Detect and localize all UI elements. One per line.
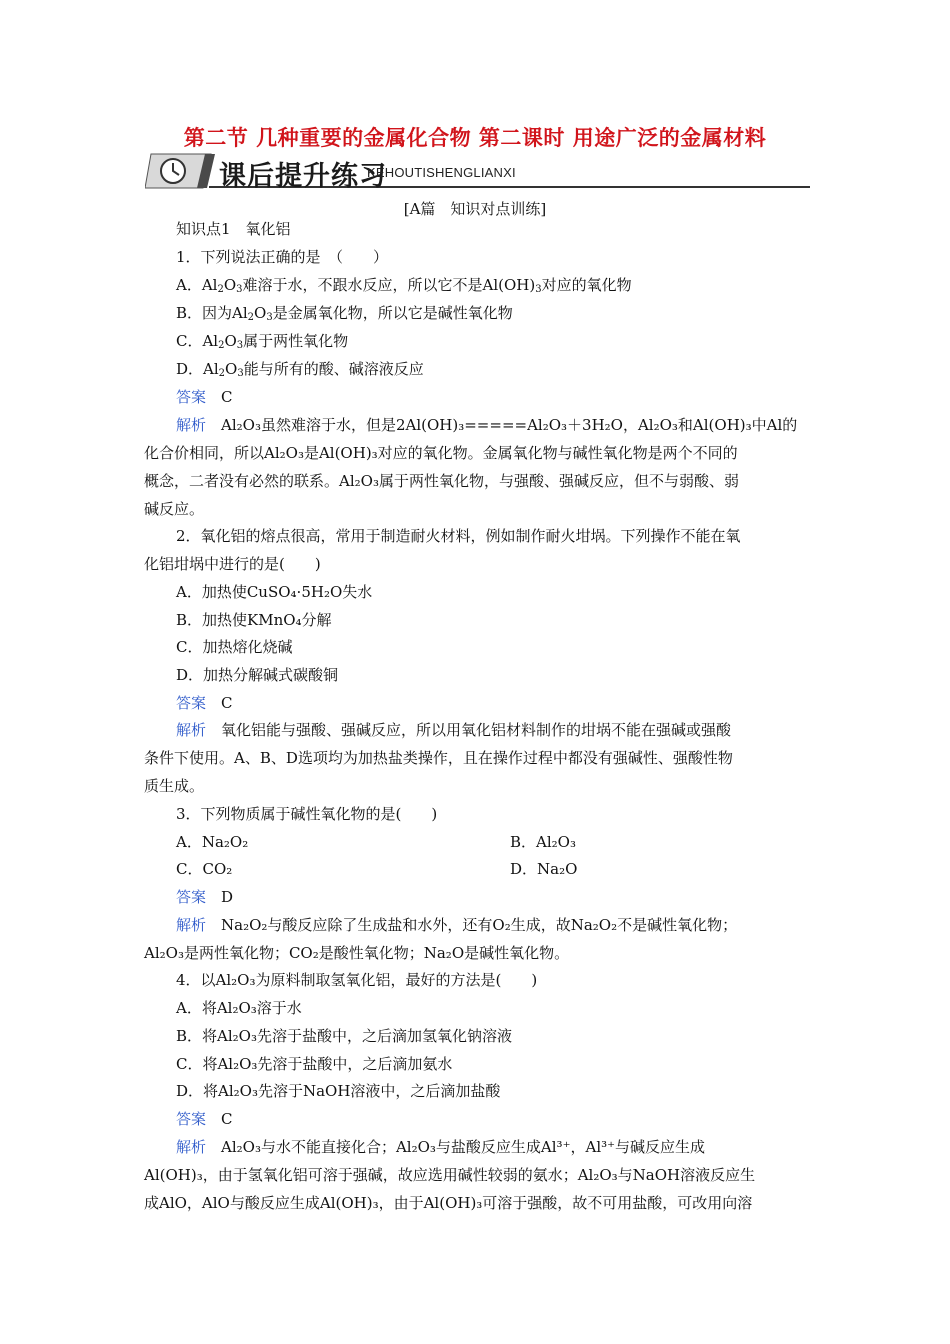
section-heading: [A篇 知识对点训练] xyxy=(403,200,547,218)
q4-option-c: C．将Al₂O₃先溶于盐酸中，之后滴加氨水 xyxy=(176,1055,453,1073)
banner-title: 课后提升练习 xyxy=(219,161,387,192)
q2-option-a: A．加热使CuSO₄·5H₂O失水 xyxy=(176,583,373,601)
q2-option-d: D．加热分解碱式碳酸铜 xyxy=(176,666,339,684)
q3-option-a: A．Na₂O₂ xyxy=(176,833,249,851)
q2-option-c: C．加热熔化烧碱 xyxy=(176,638,293,656)
q3-analysis-line-2: Al₂O₃是两性氧化物；CO₂是酸性氧化物；Na₂O是碱性氧化物。 xyxy=(144,944,570,962)
q2-stem-line-2: 化铝坩埚中进行的是( ) xyxy=(144,555,321,573)
q3-option-d: D．Na₂O xyxy=(510,860,578,878)
q4-option-b: B．将Al₂O₃先溶于盐酸中，之后滴加氢氧化钠溶液 xyxy=(176,1027,512,1045)
q2-stem-line-1: 2．氧化铝的熔点很高，常用于制造耐火材料，例如制作耐火坩埚。下列操作不能在氧 xyxy=(176,527,741,545)
q3-answer: 答案 D xyxy=(176,888,234,906)
q1-analysis-line-1: 解析 Al₂O₃虽然难溶于水，但是2Al(OH)₃=====Al₂O₃＋3H₂O，Al₂O₃和Al(OH)₃中Al的 xyxy=(176,416,798,434)
q4-option-a: A．将Al₂O₃溶于水 xyxy=(176,999,302,1017)
q1-analysis-line-4: 碱反应。 xyxy=(144,500,205,518)
q1-analysis-line-2: 化合价相同，所以Al₂O₃是Al(OH)₃对应的氧化物。金属氧化物与碱性氧化物是两个不同的 xyxy=(144,444,738,462)
banner-pinyin: KEHOUTISHENGLIANXI xyxy=(367,165,516,180)
q2-analysis-line-2: 条件下使用。A、B、D选项均为加热盐类操作，且在操作过程中都没有强碱性、强酸性物 xyxy=(144,749,733,767)
q1-option-a: A．$Al_2O_3$难溶于水，不跟水反应，所以它不是$Al(OH)_3$对应的氧化物 xyxy=(176,276,632,295)
page-title: 第二节 几种重要的金属化合物 第二课时 用途广泛的金属材料 xyxy=(183,126,767,150)
q1-option-c: C．$Al_2O_3$属于两性氧化物 xyxy=(176,332,349,351)
knowledge-point-heading: 知识点1 氧化铝 xyxy=(176,220,291,238)
q1-analysis-line-3: 概念，二者没有必然的联系。Al₂O₃属于两性氧化物，与强酸、强碱反应，但不与弱酸、弱 xyxy=(144,472,739,490)
q2-analysis-line-3: 质生成。 xyxy=(144,777,205,795)
q3-stem: 3．下列物质属于碱性氧化物的是( ) xyxy=(176,805,438,823)
section-banner xyxy=(145,152,810,190)
q3-option-b: B．Al₂O₃ xyxy=(510,833,576,851)
q1-answer: 答案 C xyxy=(176,388,233,406)
q4-option-d: D．将Al₂O₃先溶于NaOH溶液中，之后滴加盐酸 xyxy=(176,1082,501,1100)
q3-option-c: C．CO₂ xyxy=(176,860,233,878)
q4-answer: 答案 C xyxy=(176,1110,233,1128)
q2-option-b: B．加热使KMnO₄分解 xyxy=(176,611,332,629)
q3-analysis-line-1: 解析 Na₂O₂与酸反应除了生成盐和水外，还有O₂生成，故Na₂O₂不是碱性氧化物； xyxy=(176,916,738,934)
q1-stem: 1．下列说法正确的是 （ ） xyxy=(176,248,389,266)
q1-option-b: B．因为$Al_2O_3$是金属氧化物，所以它是碱性氧化物 xyxy=(176,304,513,323)
q1-option-d: D．$Al_2O_3$能与所有的酸、碱溶液反应 xyxy=(176,360,424,379)
q4-analysis-line-1: 解析 Al₂O₃与水不能直接化合；Al₂O₃与盐酸反应生成Al³⁺，Al³⁺与碱反应生成 xyxy=(176,1138,706,1156)
q4-analysis-line-3: 成AlO，AlO与酸反应生成Al(OH)₃，由于Al(OH)₃可溶于强酸，故不可用盐酸，可改用向溶 xyxy=(144,1194,753,1212)
q2-analysis-line-1: 解析 氧化铝能与强酸、强碱反应，所以用氧化铝材料制作的坩埚不能在强碱或强酸 xyxy=(176,721,732,739)
q4-analysis-line-2: Al(OH)₃，由于氢氧化铝可溶于强碱，故应选用碱性较弱的氨水；Al₂O₃与NaOH溶液反应生 xyxy=(144,1166,756,1184)
q2-answer: 答案 C xyxy=(176,694,233,712)
q4-stem: 4．以Al₂O₃为原料制取氢氧化铝，最好的方法是( ) xyxy=(176,971,538,989)
